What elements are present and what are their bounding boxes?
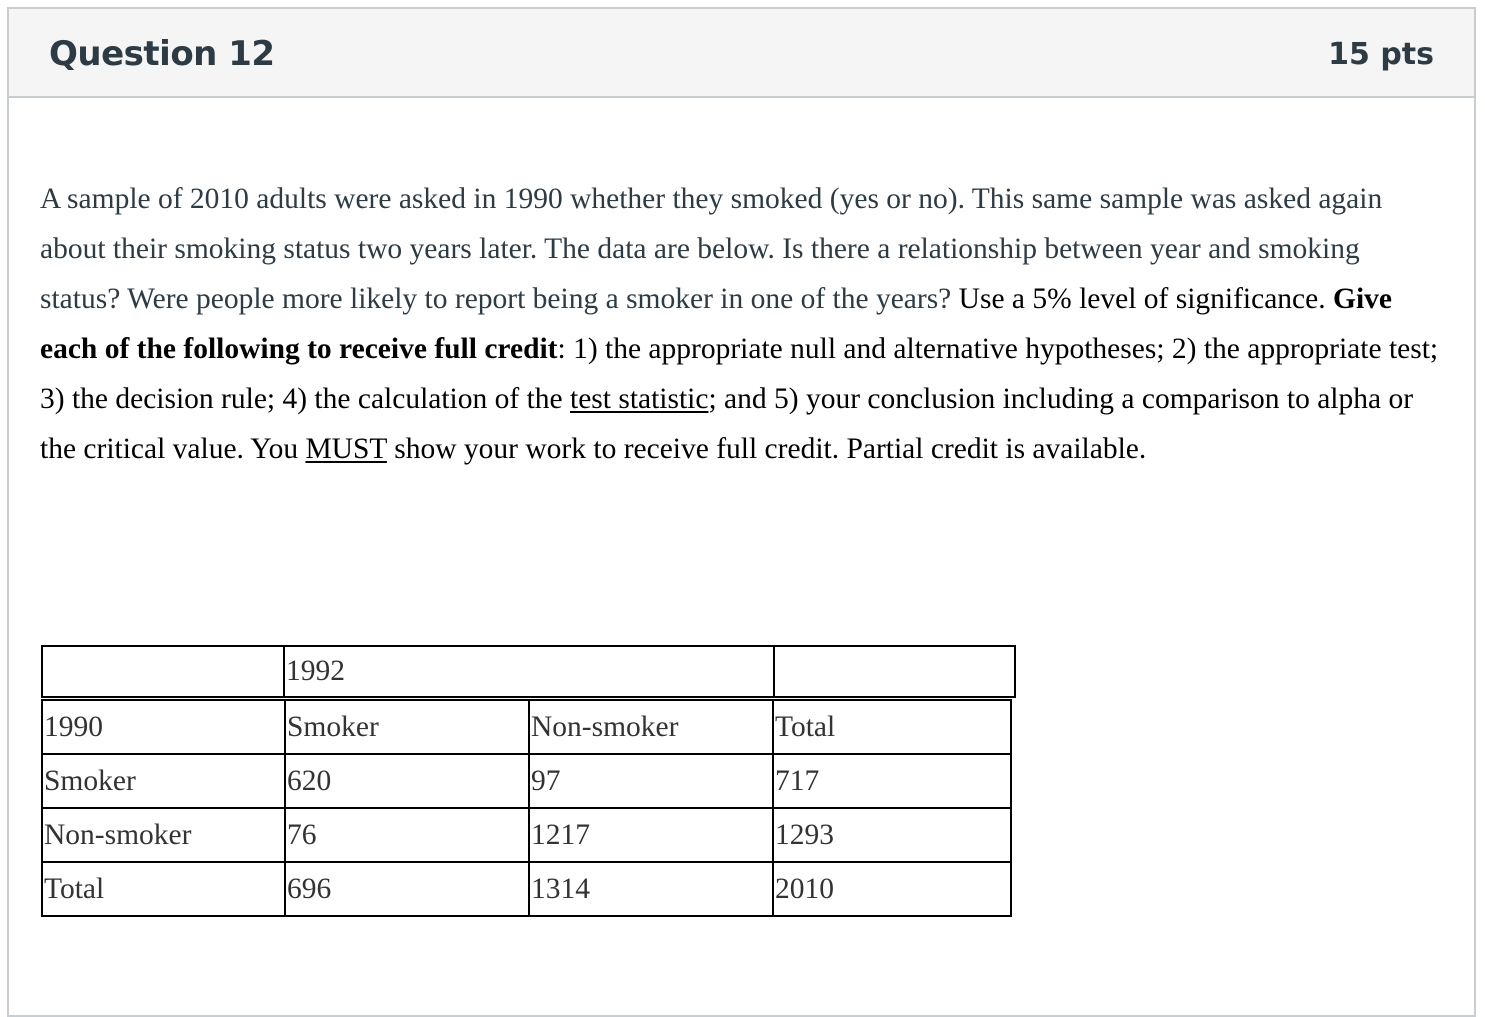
table-cell: 76	[285, 808, 529, 862]
table-cell: 1217	[529, 808, 773, 862]
table-cell: Smoker	[285, 700, 529, 754]
table-header-row	[41, 645, 1016, 698]
table-cell: 1990	[42, 700, 285, 754]
table-cell: Total	[42, 862, 285, 916]
data-table	[41, 699, 1012, 917]
prompt-bold: Give each of the following to receive full credit	[40, 283, 1392, 365]
table-cell: 717	[773, 754, 1011, 808]
question-text	[40, 174, 1440, 474]
prompt-text-2: Use a 5% level of significance.	[951, 283, 1333, 315]
table-header-cell	[773, 645, 1016, 698]
table-row	[42, 700, 1011, 754]
question-header	[9, 9, 1474, 98]
question-title: Question 12	[49, 34, 275, 74]
table-header-cell	[41, 645, 285, 698]
table-cell: Non-smoker	[529, 700, 773, 754]
prompt-text-4: ; and 5) your conclusion including a comparison to alpha or the critical value. You	[40, 383, 1414, 465]
prompt-text-1: A sample of 2010 adults were asked in 1990 whether they smoked (yes or no). This same sample was asked again about their smoking status two years later. The data are below. Is there a relationship between year and smoking status? Were people more likely to report being a smoker in one of the years?	[40, 183, 1383, 315]
table-row	[42, 808, 1011, 862]
prompt-text-5: show your work to receive full credit. Partial credit is available.	[386, 433, 1147, 465]
table-cell: 1314	[529, 862, 773, 916]
table-cell: 2010	[773, 862, 1011, 916]
table-cell: 1293	[773, 808, 1011, 862]
table-cell: Smoker	[42, 754, 285, 808]
question-points: 15 pts	[1328, 37, 1434, 72]
table-cell: 620	[285, 754, 529, 808]
table-cell: Non-smoker	[42, 808, 285, 862]
prompt-underline-must: MUST	[305, 433, 387, 465]
table-cell: 97	[529, 754, 773, 808]
table-header-cell: 1992	[283, 645, 775, 698]
table-row	[42, 862, 1011, 916]
prompt-text-3: : 1) the appropriate null and alternative hypotheses; 2) the appropriate test; 3) the decision rule; 4) the calculation of the	[40, 333, 1439, 415]
prompt-underline-test-statistic: test statistic	[570, 383, 709, 415]
table-cell: 696	[285, 862, 529, 916]
table-cell: Total	[773, 700, 1011, 754]
table-row	[42, 754, 1011, 808]
